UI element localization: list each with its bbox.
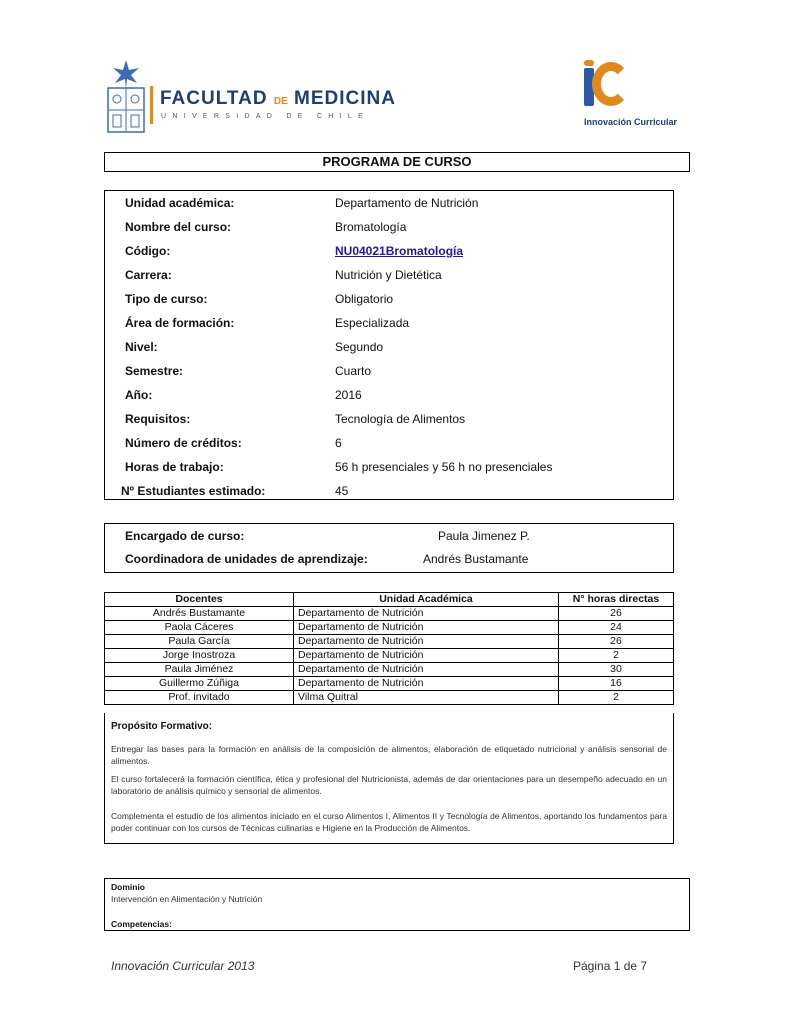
table-cell: 2	[559, 649, 674, 663]
info-value: 2016	[335, 388, 362, 402]
info-row	[105, 316, 673, 336]
info-row	[105, 436, 673, 456]
logo-divider	[150, 86, 153, 124]
info-row	[105, 364, 673, 384]
ic-logo-c	[592, 62, 630, 106]
proposito-paragraph: Complementa el estudio de los alimentos iniciado en el curso Alimentos I, Alimentos II y Tecnología de Alimentos, aportando los fundamentos para poder continuar con los cursos de Técnicas culinarias e Higiene en la Producción de Alimentos.	[111, 811, 667, 833]
info-value: Especializada	[335, 316, 410, 330]
table-cell: 16	[559, 677, 674, 691]
table-header-row	[105, 593, 674, 607]
table-cell: Paola Cáceres	[105, 621, 294, 635]
table-cell: Departamento de Nutrición	[294, 649, 559, 663]
info-label: Carrera:	[125, 268, 172, 282]
competencias-label: Competencias:	[111, 919, 172, 929]
innovacion-curricular-logo	[576, 60, 678, 136]
info-value: Segundo	[335, 340, 384, 354]
info-value: Nutrición y Dietética	[335, 268, 442, 282]
info-label: Año:	[125, 388, 153, 402]
table-cell: Departamento de Nutrición	[294, 621, 559, 635]
info-value: Cuarto	[335, 364, 372, 378]
dominio-value: Intervención en Alimentación y Nutrición	[111, 894, 263, 904]
ic-logo-text: Innovación Curricular	[584, 117, 678, 127]
column-header: Docentes	[105, 593, 294, 607]
table-row	[105, 621, 674, 635]
table-cell: Departamento de Nutrición	[294, 635, 559, 649]
info-value: 6	[335, 436, 342, 450]
footer-left: Innovación Curricular 2013	[111, 959, 255, 973]
info-label: Nombre del curso:	[125, 220, 232, 234]
info-value	[335, 244, 463, 258]
encargado-box	[104, 523, 674, 573]
info-label: Nivel:	[125, 340, 158, 354]
table-cell: 26	[559, 607, 674, 621]
info-label: Código:	[125, 244, 171, 258]
info-row	[105, 460, 673, 480]
info-row	[105, 412, 673, 432]
page-number: Página 1 de 7	[573, 959, 648, 973]
dominio-box	[104, 878, 690, 931]
table-cell: Paula García	[105, 635, 294, 649]
table-cell: Prof. invitado	[105, 691, 294, 705]
coordinadora-label: Coordinadora de unidades de aprendizaje:	[125, 552, 368, 566]
info-row	[105, 196, 673, 216]
info-value: Departamento de Nutrición	[335, 196, 479, 210]
table-row	[105, 649, 674, 663]
table-cell: Guillermo Zúñiga	[105, 677, 294, 691]
info-label: Número de créditos:	[125, 436, 242, 450]
page-title: PROGRAMA DE CURSO	[104, 152, 690, 172]
info-label: Tipo de curso:	[125, 292, 208, 306]
dominio-label: Dominio	[111, 882, 145, 892]
info-value: Obligatorio	[335, 292, 394, 306]
proposito-paragraph: El curso fortalecerá la formación científica, ética y profesional del Nutricionista, además de dar orientaciones para un desempeño adecuado en un laboratorio de análisis químico y sensorial de alimentos.	[111, 774, 667, 796]
encargado-value: Paula Jimenez P.	[438, 529, 530, 543]
info-row	[105, 220, 673, 240]
facultad-medicina-logo	[104, 58, 396, 138]
table-row	[105, 691, 674, 705]
info-row	[105, 388, 673, 408]
info-label: Área de formación:	[125, 316, 235, 330]
table-cell: Departamento de Nutrición	[294, 677, 559, 691]
encargado-label: Encargado de curso:	[125, 529, 245, 543]
course-code-link[interactable]: NU04021Bromatología	[335, 244, 464, 258]
table-cell: 30	[559, 663, 674, 677]
info-value: 45	[335, 484, 349, 498]
info-value: Tecnología de Alimentos	[335, 412, 466, 426]
info-row	[105, 484, 673, 504]
info-label: Requisitos:	[125, 412, 191, 426]
table-row	[105, 635, 674, 649]
proposito-paragraph: Entregar las bases para la formación en análisis de la composición de alimentos, elaboración de etiquetado nutricional y análisis sensorial de alimentos.	[111, 744, 667, 766]
info-row	[105, 268, 673, 288]
table-cell: 2	[559, 691, 674, 705]
university-seal-icon	[104, 58, 148, 136]
course-info-box	[104, 190, 674, 500]
table-cell: 24	[559, 621, 674, 635]
column-header: N° horas directas	[559, 593, 674, 607]
column-header: Unidad Académica	[294, 593, 559, 607]
table-cell: Departamento de Nutrición	[294, 607, 559, 621]
info-label: Nº Estudiantes estimado:	[121, 484, 266, 498]
ic-logo-dot	[584, 60, 594, 66]
table-row	[105, 663, 674, 677]
coordinadora-value: Andrés Bustamante	[423, 552, 529, 566]
info-label: Semestre:	[125, 364, 184, 378]
info-label: Horas de trabajo:	[125, 460, 224, 474]
table-cell: Departamento de Nutrición	[294, 663, 559, 677]
table-row	[105, 607, 674, 621]
table-cell: 26	[559, 635, 674, 649]
proposito-box	[104, 713, 674, 844]
faculty-subtitle: UNIVERSIDAD DE CHILE	[161, 113, 370, 120]
faculty-title: FACULTAD DE MEDICINA	[160, 88, 396, 109]
proposito-title: Propósito Formativo:	[111, 721, 213, 732]
info-value: 56 h presenciales y 56 h no presenciales	[335, 460, 553, 474]
table-cell: Paula Jiménez	[105, 663, 294, 677]
docentes-table	[104, 592, 674, 705]
table-cell: Jorge Inostroza	[105, 649, 294, 663]
info-value: Bromatología	[335, 220, 407, 234]
info-label: Unidad académica:	[125, 196, 235, 210]
info-row	[105, 292, 673, 312]
table-row	[105, 677, 674, 691]
info-row	[105, 340, 673, 360]
table-cell: Andrés Bustamante	[105, 607, 294, 621]
info-row	[105, 244, 673, 264]
table-cell: Vilma Quitral	[294, 691, 559, 705]
